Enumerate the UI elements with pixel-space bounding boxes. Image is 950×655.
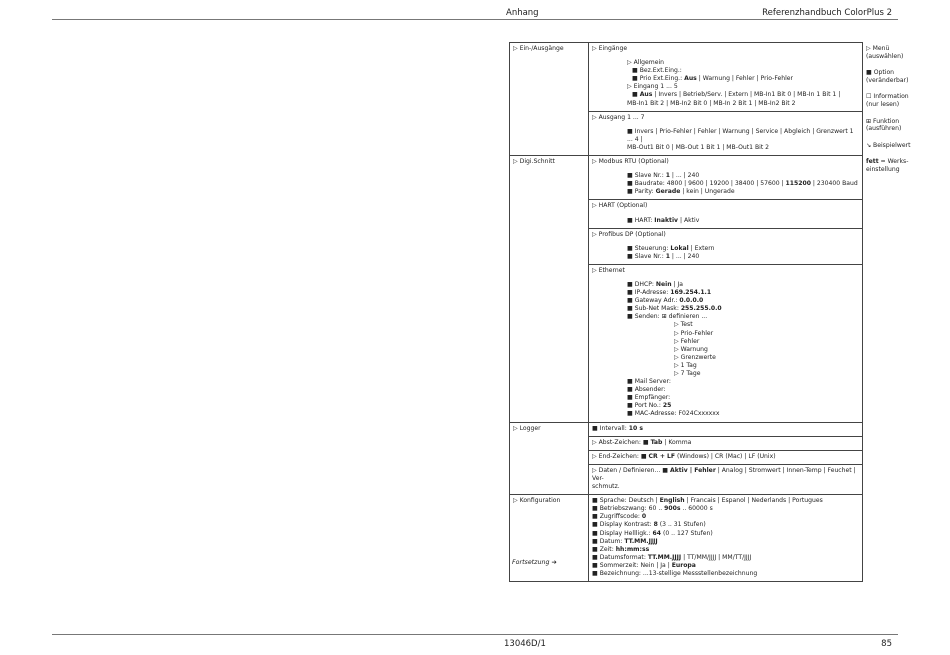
table-row — [510, 495, 863, 582]
page-header-left: Anhang — [506, 8, 539, 18]
text-pre: ■ Sommerzeit: Nein | Ja | — [592, 561, 672, 569]
text-pre: ■ Datumsformat: — [592, 553, 648, 561]
cell-konfig — [589, 495, 863, 582]
legend-fett-line — [866, 158, 946, 166]
text-pre: ■ Zeit: — [592, 545, 616, 553]
cell-logger-abst — [589, 436, 863, 450]
ethernet-senden: ■ Senden: ⊞ definieren ... — [627, 313, 708, 321]
text-bold: Aktiv | Fehler — [670, 466, 716, 474]
text-pre: ■ Port No.: — [627, 402, 663, 410]
text-bold: 8 — [653, 521, 658, 529]
konfig-hellig — [592, 530, 859, 538]
text-pre: ■ Zugriffscode: — [592, 513, 642, 521]
text-pre: ■ Sprache: Deutsch | — [592, 497, 660, 505]
text-post: | ... | 240 — [669, 252, 700, 260]
footer-rule — [52, 634, 898, 635]
konfig-sprache — [592, 497, 859, 505]
text-pre: ■ Betriebszwang: 60 .. — [592, 505, 665, 513]
text-bold: English — [659, 497, 685, 505]
cell-eingaenge — [589, 43, 863, 112]
legend-option-label: ■ Option — [866, 69, 895, 77]
text-pre: ■ Slave Nr.: — [627, 252, 666, 260]
text-bold: CR + LF — [648, 452, 676, 460]
aus-post: | Invers | Betrieb/Serv. | Extern | MB-In1 Bit 0 | MB-In 1 Bit 1 | — [652, 91, 841, 99]
text-pre: ■ Parity: — [627, 188, 656, 196]
section-label-logger — [510, 422, 589, 495]
senden-option: ▷ Fehler — [674, 337, 700, 345]
section-label-ein-aus — [510, 43, 589, 156]
text-post: | Francais | Espanol | Nederlands | Portugues — [684, 497, 823, 505]
text-bold: 115200 — [785, 180, 811, 188]
konfig-betrieb — [592, 505, 859, 513]
cell-logger-end — [589, 450, 863, 464]
text-pre: ▷ Abst-Zeichen: ■ — [592, 438, 651, 446]
text-post: | ... | 240 — [669, 172, 700, 180]
text-bold: TT.MM.JJJJ — [624, 537, 658, 545]
table-row — [510, 43, 863, 112]
eingang-options-line2: MB-In1 Bit 2 | MB-In2 Bit 0 | MB-In 2 Bit 1 | MB-In2 Bit 2 — [627, 99, 796, 107]
ausgang-title: ▷ Ausgang 1 ... 7 — [592, 113, 645, 121]
text-bold: 169.254.1.1 — [670, 289, 712, 297]
ethernet-port — [627, 402, 859, 410]
aus-pre: ■ — [632, 91, 640, 99]
cell-logger-intervall — [589, 422, 863, 436]
text-bold: fett — [866, 158, 879, 166]
konfig-kontrast — [592, 521, 859, 529]
page-number: 85 — [881, 639, 892, 649]
text-bold: 0 — [641, 513, 647, 521]
senden-option: ▷ Warnung — [674, 345, 708, 353]
text-pre: ■ Steuerung: — [627, 244, 671, 252]
text-pre: ■ Sub-Net Mask: — [627, 305, 681, 313]
bez-ext-eing: ■ Bez.Ext.Eing.: — [632, 67, 682, 75]
row-label: ▷ Konfiguration — [513, 497, 561, 505]
row-label: ▷ Digi.Schnitt — [513, 158, 555, 166]
text-post: (Windows) | CR (Mac) | LF (Unix) — [675, 452, 776, 460]
text-bold: Lokal — [670, 244, 689, 252]
ethernet-mask — [627, 305, 859, 313]
text-bold: 10 s — [628, 424, 643, 432]
text-pre: ■ Baudrate: 4800 | 9600 | 19200 | 38400 | 57600 | — [627, 180, 786, 188]
page-footer-left: 13046D/1 — [504, 639, 546, 649]
fortsetzung-link[interactable]: Fortsetzung ➔ — [512, 559, 557, 566]
konfig-zugriff — [592, 513, 859, 521]
legend-menu — [866, 45, 946, 60]
section-label-konfig — [510, 495, 589, 582]
row-label: ▷ Ein-/Ausgänge — [513, 45, 564, 52]
ausgang-options-line2: MB-Out1 Bit 0 | MB-Out 1 Bit 1 | MB-Out1 Bit 2 — [627, 143, 770, 151]
text-bold: Nein — [655, 280, 672, 288]
legend-info — [866, 93, 946, 108]
ethernet-absender: ■ Absender: — [627, 386, 666, 394]
text-post: | Komma — [662, 438, 692, 446]
text-post: | Ja — [671, 280, 684, 288]
allgemein-item: ▷ Allgemein — [627, 59, 665, 67]
text-post: .. 60000 s — [680, 505, 713, 513]
text-post: (3 .. 31 Stufen) — [657, 521, 706, 529]
text-post: | Extern — [688, 244, 715, 252]
ethernet-ip — [627, 289, 859, 297]
text-bold: 0.0.0.0 — [679, 297, 704, 305]
modbus-parity — [627, 188, 859, 196]
ethernet-mac: ■ MAC-Adresse: F024Cxxxxxx — [627, 410, 720, 418]
senden-option: ▷ Grenzwerte — [674, 353, 716, 361]
ethernet-gateway — [627, 297, 859, 305]
senden-option: ▷ Test — [674, 321, 693, 329]
text-bold: Inaktiv — [654, 216, 679, 224]
daten-line2: schmutz. — [592, 483, 620, 491]
legend-beispiel — [866, 142, 946, 150]
text-pre: ■ Intervall: — [592, 424, 629, 432]
text-bold: TT.MM.JJJJ — [647, 553, 682, 561]
cell-modbus — [589, 156, 863, 200]
eingaenge-title: ▷ Eingänge — [592, 45, 628, 52]
eingang-item: ▷ Eingang 1 ... 5 — [627, 83, 678, 91]
prio-post: | Warnung | Fehler | Prio-Fehler — [696, 75, 794, 83]
profibus-steuerung — [627, 245, 859, 253]
prio-pre: ■ Prio Ext.Eing.: — [632, 75, 685, 83]
konfig-zeit — [592, 546, 859, 554]
daten-line — [592, 467, 859, 483]
modbus-slave — [627, 172, 859, 180]
aus-bold: Aus — [639, 91, 653, 99]
menu-tree-table — [509, 42, 863, 582]
legend — [866, 45, 946, 183]
konfig-sommer — [592, 562, 859, 570]
konfig-format — [592, 554, 859, 562]
senden-option: ▷ Prio-Fehler — [674, 329, 714, 337]
text-pre: ■ IP-Adresse: — [627, 289, 671, 297]
legend-beispiel-label: ↘ Beispielwert — [866, 141, 911, 149]
modbus-title: ▷ Modbus RTU (Optional) — [592, 158, 669, 166]
legend-fett — [866, 158, 946, 173]
legend-option-desc: (veränderbar) — [866, 76, 909, 84]
text-post: | 230400 Baud — [810, 180, 858, 188]
legend-option — [866, 69, 946, 84]
text-pre: ▷ Daten / Definieren... ■ — [592, 466, 670, 474]
senden-option: ▷ 1 Tag — [674, 361, 697, 369]
text-pre: ■ Gateway Adr.: — [627, 297, 680, 305]
text-post: | kein | Ungerade — [680, 188, 735, 196]
cell-ausgang — [589, 111, 863, 155]
prio-ext-eing — [632, 75, 859, 83]
text-bold: 64 — [652, 529, 662, 537]
text-post: (0 .. 127 Stufen) — [661, 529, 713, 537]
text-post: | Analog | Stromwert | Innen-Temp | Feuchet | Ver- — [592, 466, 856, 482]
konfig-bezeichnung: ■ Bezeichnung: ...13-stellige Messstellenbezeichnung — [592, 569, 758, 577]
text-pre: ■ HART: — [627, 216, 655, 224]
ethernet-mail-server: ■ Mail Server: — [627, 378, 671, 386]
text-pre: ▷ End-Zeichen: ■ — [592, 452, 649, 460]
text-pre: ■ Display Kontrast: — [592, 521, 654, 529]
text-pre: ■ Slave Nr.: — [627, 172, 666, 180]
cell-ethernet — [589, 264, 863, 422]
hart-title: ▷ HART (Optional) — [592, 202, 648, 210]
table-row — [510, 422, 863, 436]
profibus-title: ▷ Profibus DP (Optional) — [592, 230, 666, 238]
text-post: | TT/MM/JJJJ | MM/TT/JJJJ — [681, 553, 752, 561]
legend-funktion-desc: (ausführen) — [866, 125, 902, 133]
ethernet-title: ▷ Ethernet — [592, 266, 625, 274]
legend-funktion — [866, 118, 946, 133]
text-bold: 1 — [665, 172, 670, 180]
table-row — [510, 156, 863, 200]
text-post: | Aktiv — [678, 216, 700, 224]
legend-menu-label: ▷ Menü — [866, 45, 890, 52]
legend-funktion-label: ⊞ Funktion — [866, 117, 900, 125]
ethernet-empfaenger: ■ Empfänger: — [627, 394, 671, 402]
profibus-slave — [627, 253, 859, 261]
text-bold: 25 — [662, 402, 672, 410]
page-header-right: Referenzhandbuch ColorPlus 2 — [762, 8, 892, 18]
legend-fett-line2: einstellung — [866, 165, 900, 173]
header-rule — [52, 19, 898, 20]
row-label: ▷ Logger — [513, 424, 541, 432]
senden-option: ▷ 7 Tage — [674, 370, 701, 377]
cell-logger-daten — [589, 464, 863, 494]
text-bold: Tab — [650, 438, 663, 446]
text-pre: ■ Display Hellligk.: — [592, 529, 653, 537]
ausgang-options: ■ Invers | Prio-Fehler | Fehler | Warnung | Service | Abgleich | Grenzwert 1 ... 4 | — [627, 127, 854, 143]
eingang-options — [632, 91, 859, 99]
cell-profibus — [589, 228, 863, 264]
text-bold: 1 — [665, 252, 670, 260]
ethernet-dhcp — [627, 281, 859, 289]
legend-menu-desc: (auswählen) — [866, 52, 904, 60]
cell-hart — [589, 200, 863, 228]
legend-info-label: ☐ Information — [866, 93, 909, 101]
legend-info-desc: (nur lesen) — [866, 100, 900, 108]
section-label-digi — [510, 156, 589, 423]
hart-option — [627, 217, 859, 225]
text-pre: ■ Datum: — [592, 537, 625, 545]
text-post: = Werks- — [878, 158, 909, 166]
text-bold: 900s — [664, 505, 681, 513]
text-bold: hh:mm:ss — [615, 545, 650, 553]
text-pre: ■ DHCP: — [627, 280, 656, 288]
text-bold: 255.255.0.0 — [680, 305, 722, 313]
konfig-datum — [592, 538, 859, 546]
text-bold: Europa — [671, 561, 696, 569]
prio-bold: Aus — [684, 75, 697, 83]
modbus-baud — [627, 180, 859, 188]
text-bold: Gerade — [655, 188, 681, 196]
